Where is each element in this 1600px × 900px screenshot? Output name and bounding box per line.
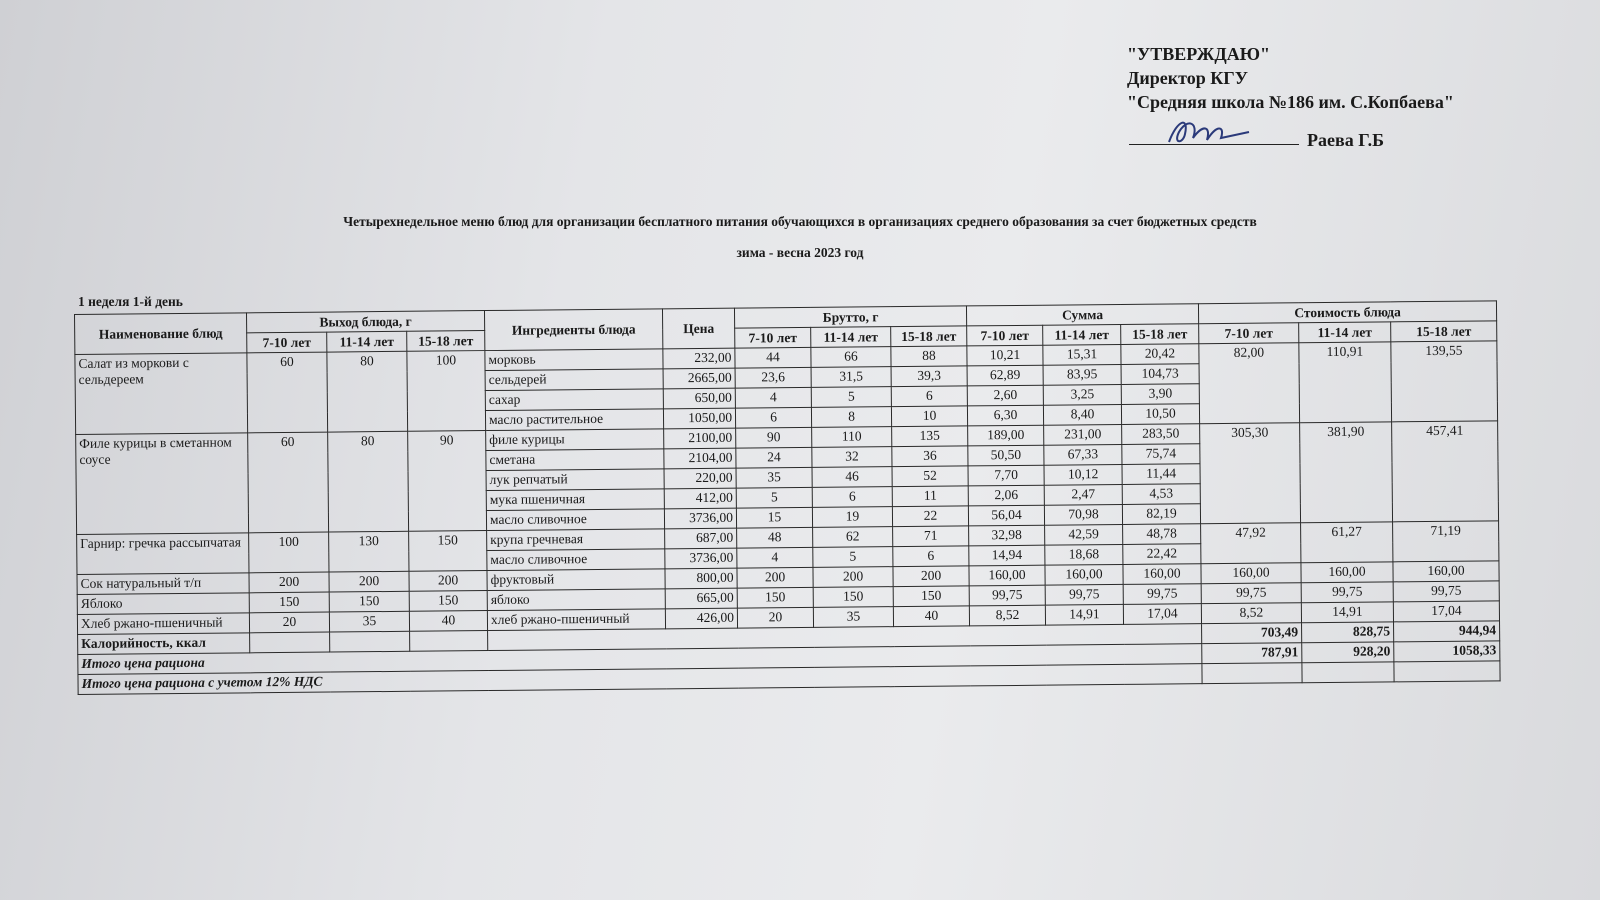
dish-cost: 61,27 bbox=[1301, 522, 1393, 563]
dish-output: 100 bbox=[407, 351, 486, 432]
menu-table-body bbox=[75, 341, 1500, 635]
ingredient-brutto: 200 bbox=[813, 567, 893, 588]
ingredient-sum: 75,74 bbox=[1122, 444, 1200, 465]
ingredient-name: фруктовый bbox=[487, 569, 665, 591]
ingredient-sum: 42,59 bbox=[1045, 524, 1123, 545]
ingredient-brutto: 150 bbox=[737, 587, 813, 608]
ingredient-price: 650,00 bbox=[663, 388, 735, 409]
dish-output: 35 bbox=[329, 611, 409, 632]
ingredient-brutto: 6 bbox=[812, 487, 892, 508]
dish-cost: 110,91 bbox=[1299, 342, 1392, 423]
total-vat-label: Итого цена рациона с учетом 12% НДС bbox=[78, 664, 1202, 695]
ingredient-brutto: 52 bbox=[892, 466, 968, 487]
header-age: 7-10 лет bbox=[735, 327, 811, 348]
ingredient-sum: 15,31 bbox=[1043, 344, 1121, 365]
approval-position: Директор КГУ bbox=[1127, 68, 1248, 88]
total-value: 787,91 bbox=[1202, 643, 1302, 664]
ingredient-name: масло сливочное bbox=[486, 509, 664, 531]
ingredient-sum: 67,33 bbox=[1044, 444, 1122, 465]
ingredient-sum: 8,52 bbox=[969, 605, 1045, 626]
ingredient-brutto: 11 bbox=[892, 486, 968, 507]
ingredient-sum: 10,21 bbox=[967, 345, 1043, 366]
header-cost: Стоимость блюда bbox=[1198, 301, 1496, 324]
header-ingredients: Ингредиенты блюда bbox=[485, 309, 663, 351]
ingredient-brutto: 135 bbox=[892, 426, 968, 447]
dish-output: 20 bbox=[249, 612, 329, 633]
header-age: 11-14 лет bbox=[1299, 322, 1391, 343]
header-dish-name: Наименование блюд bbox=[75, 313, 247, 355]
dish-cost: 160,00 bbox=[1393, 561, 1499, 582]
ingredient-price: 1050,00 bbox=[663, 408, 735, 429]
dish-output: 150 bbox=[409, 591, 487, 612]
ingredient-brutto: 6 bbox=[891, 386, 967, 407]
ingredient-sum: 189,00 bbox=[968, 425, 1044, 446]
ingredient-name: сметана bbox=[486, 449, 664, 471]
calories-value: 944,94 bbox=[1394, 621, 1500, 642]
ingredient-sum: 82,19 bbox=[1122, 504, 1200, 525]
ingredient-sum: 70,98 bbox=[1044, 504, 1122, 525]
ingredient-name: крупа гречневая bbox=[487, 529, 665, 551]
ingredient-sum: 99,75 bbox=[1123, 584, 1201, 605]
dish-cost: 305,30 bbox=[1200, 423, 1301, 524]
dish-cost: 139,55 bbox=[1391, 341, 1498, 422]
day-label: 1 неделя 1-й день bbox=[78, 294, 183, 309]
ingredient-brutto: 20 bbox=[737, 607, 813, 628]
ingredient-brutto: 10 bbox=[891, 406, 967, 427]
calories-label: Калорийность, ккал bbox=[78, 633, 250, 655]
dish-output: 200 bbox=[409, 571, 487, 592]
dish-cost: 99,75 bbox=[1301, 582, 1393, 603]
ingredient-brutto: 19 bbox=[812, 507, 892, 528]
dish-cost: 99,75 bbox=[1201, 583, 1301, 604]
ingredient-brutto: 24 bbox=[736, 447, 812, 468]
dish-cost: 160,00 bbox=[1201, 563, 1301, 584]
ingredient-sum: 283,50 bbox=[1122, 424, 1200, 445]
ingredient-sum: 10,50 bbox=[1121, 404, 1199, 425]
ingredient-brutto: 90 bbox=[736, 427, 812, 448]
header-age: 15-18 лет bbox=[1121, 324, 1199, 345]
dish-cost: 14,91 bbox=[1301, 602, 1393, 623]
ingredient-brutto: 6 bbox=[735, 407, 811, 428]
document-subtitle: зима - весна 2023 год bbox=[736, 245, 864, 260]
ingredient-brutto: 200 bbox=[893, 566, 969, 587]
ingredient-sum: 2,06 bbox=[968, 485, 1044, 506]
menu-table bbox=[74, 300, 1501, 695]
ingredient-name: сахар bbox=[485, 389, 663, 411]
dish-output: 200 bbox=[249, 572, 329, 593]
dish-output: 150 bbox=[329, 591, 409, 612]
ingredient-sum: 3,25 bbox=[1043, 384, 1121, 405]
dish-name: Гарнир: гречка рассыпчатая bbox=[77, 533, 249, 575]
dish-name: Сок натуральный т/п bbox=[77, 573, 249, 595]
ingredient-sum: 99,75 bbox=[1045, 584, 1123, 605]
dish-cost: 71,19 bbox=[1393, 521, 1499, 562]
calories-value: 828,75 bbox=[1302, 622, 1394, 643]
ingredient-brutto: 150 bbox=[813, 587, 893, 608]
ingredient-price: 800,00 bbox=[665, 568, 737, 589]
ingredient-brutto: 200 bbox=[737, 567, 813, 588]
ingredient-brutto: 39,3 bbox=[891, 366, 967, 387]
ingredient-sum: 14,91 bbox=[1045, 604, 1123, 625]
ingredient-sum: 2,60 bbox=[967, 385, 1043, 406]
approval-school: "Средняя школа №186 им. С.Копбаева" bbox=[1127, 92, 1454, 112]
header-brutto: Брутто, г bbox=[734, 306, 966, 328]
ingredient-sum: 231,00 bbox=[1044, 424, 1122, 445]
dish-output: 100 bbox=[249, 532, 329, 573]
ingredient-price: 665,00 bbox=[665, 588, 737, 609]
dish-name: Хлеб ржано-пшеничный bbox=[77, 613, 249, 635]
dish-cost: 8,52 bbox=[1201, 603, 1301, 624]
ingredient-brutto: 23,6 bbox=[735, 367, 811, 388]
ingredient-sum: 14,94 bbox=[969, 545, 1045, 566]
ingredient-brutto: 4 bbox=[735, 387, 811, 408]
approval-heading: "УТВЕРЖДАЮ" bbox=[1127, 44, 1271, 64]
ingredient-brutto: 4 bbox=[737, 547, 813, 568]
ingredient-name: яблоко bbox=[487, 589, 665, 611]
dish-name: Салат из моркови с сельдереем bbox=[75, 353, 248, 435]
ingredient-sum: 4,53 bbox=[1122, 484, 1200, 505]
dish-output: 150 bbox=[409, 531, 487, 572]
ingredient-brutto: 5 bbox=[813, 547, 893, 568]
ingredient-sum: 83,95 bbox=[1043, 364, 1121, 385]
ingredient-price: 426,00 bbox=[665, 608, 737, 629]
ingredient-brutto: 110 bbox=[812, 427, 892, 448]
ingredient-brutto: 150 bbox=[893, 586, 969, 607]
ingredient-price: 2665,00 bbox=[663, 368, 735, 389]
ingredient-sum: 3,90 bbox=[1121, 384, 1199, 405]
ingredient-sum: 62,89 bbox=[967, 365, 1043, 386]
ingredient-sum: 17,04 bbox=[1123, 604, 1201, 625]
dish-cost: 381,90 bbox=[1300, 422, 1393, 523]
header-age: 7-10 лет bbox=[1199, 323, 1299, 344]
ingredient-sum: 48,78 bbox=[1123, 524, 1201, 545]
menu-table-container bbox=[74, 300, 1500, 695]
dish-output: 200 bbox=[329, 571, 409, 592]
ingredient-brutto: 32 bbox=[812, 447, 892, 468]
ingredient-name: морковь bbox=[485, 349, 663, 371]
dish-name: Филе курицы в сметанном соусе bbox=[76, 433, 249, 535]
header-price: Цена bbox=[662, 308, 734, 349]
ingredient-brutto: 5 bbox=[811, 387, 891, 408]
header-age: 7-10 лет bbox=[967, 325, 1043, 346]
ingredient-sum: 22,42 bbox=[1123, 544, 1201, 565]
ingredient-price: 2100,00 bbox=[664, 428, 736, 449]
ingredient-sum: 7,70 bbox=[968, 465, 1044, 486]
ingredient-sum: 104,73 bbox=[1121, 364, 1199, 385]
dish-output: 130 bbox=[329, 531, 409, 572]
dish-cost: 457,41 bbox=[1392, 421, 1499, 522]
ingredient-brutto: 88 bbox=[891, 346, 967, 367]
ingredient-name: лук репчатый bbox=[486, 469, 664, 491]
ingredient-brutto: 8 bbox=[811, 407, 891, 428]
ingredient-sum: 32,98 bbox=[969, 525, 1045, 546]
ingredient-price: 3736,00 bbox=[664, 508, 736, 529]
ingredient-sum: 8,40 bbox=[1043, 404, 1121, 425]
ingredient-name: масло сливочное bbox=[487, 549, 665, 571]
dish-output: 90 bbox=[408, 431, 487, 532]
ingredient-name: хлеб ржано-пшеничный bbox=[487, 609, 665, 631]
header-age: 11-14 лет bbox=[811, 327, 891, 348]
ingredient-brutto: 71 bbox=[893, 526, 969, 547]
header-age: 15-18 лет bbox=[407, 331, 485, 352]
ingredient-brutto: 44 bbox=[735, 347, 811, 368]
dish-output: 40 bbox=[409, 611, 487, 632]
header-age: 7-10 лет bbox=[247, 332, 327, 353]
header-output: Выход блюда, г bbox=[246, 311, 484, 333]
header-age: 11-14 лет bbox=[1043, 324, 1121, 345]
ingredient-brutto: 35 bbox=[736, 467, 812, 488]
ingredient-sum: 99,75 bbox=[969, 585, 1045, 606]
ingredient-brutto: 40 bbox=[893, 606, 969, 627]
dish-output: 60 bbox=[247, 352, 328, 433]
total-label: Итого цена рациона bbox=[78, 644, 1202, 675]
ingredient-sum: 50,50 bbox=[968, 445, 1044, 466]
dish-output: 80 bbox=[327, 351, 408, 432]
ingredient-sum: 160,00 bbox=[1123, 564, 1201, 585]
ingredient-brutto: 31,5 bbox=[811, 367, 891, 388]
ingredient-name: филе курицы bbox=[486, 429, 664, 451]
total-value: 928,20 bbox=[1302, 642, 1394, 663]
ingredient-sum: 6,30 bbox=[967, 405, 1043, 426]
ingredient-name: мука пшеничная bbox=[486, 489, 664, 511]
ingredient-brutto: 35 bbox=[813, 607, 893, 628]
header-sum: Сумма bbox=[966, 304, 1198, 326]
ingredient-sum: 160,00 bbox=[1045, 564, 1123, 585]
ingredient-brutto: 62 bbox=[813, 527, 893, 548]
ingredient-sum: 11,44 bbox=[1122, 464, 1200, 485]
signer-name: Раева Г.Б bbox=[1307, 130, 1385, 150]
dish-output: 150 bbox=[249, 592, 329, 613]
dish-cost: 160,00 bbox=[1301, 562, 1393, 583]
ingredient-name: сельдерей bbox=[485, 369, 663, 391]
ingredient-price: 3736,00 bbox=[665, 548, 737, 569]
dish-output: 60 bbox=[248, 432, 329, 533]
ingredient-sum: 18,68 bbox=[1045, 544, 1123, 565]
header-age: 15-18 лет bbox=[891, 326, 967, 347]
ingredient-price: 2104,00 bbox=[664, 448, 736, 469]
dish-cost: 99,75 bbox=[1393, 581, 1499, 602]
ingredient-price: 232,00 bbox=[663, 348, 735, 369]
ingredient-brutto: 48 bbox=[737, 527, 813, 548]
ingredient-sum: 20,42 bbox=[1121, 344, 1199, 365]
dish-cost: 47,92 bbox=[1201, 523, 1301, 564]
ingredient-brutto: 66 bbox=[811, 347, 891, 368]
ingredient-brutto: 36 bbox=[892, 446, 968, 467]
ingredient-sum: 160,00 bbox=[969, 565, 1045, 586]
signature-icon bbox=[1159, 112, 1259, 152]
dish-cost: 17,04 bbox=[1393, 601, 1499, 622]
dish-name: Яблоко bbox=[77, 593, 249, 615]
ingredient-brutto: 6 bbox=[893, 546, 969, 567]
ingredient-brutto: 5 bbox=[736, 487, 812, 508]
ingredient-name: масло растительное bbox=[485, 409, 663, 431]
dish-output: 80 bbox=[328, 431, 409, 532]
ingredient-price: 220,00 bbox=[664, 468, 736, 489]
ingredient-sum: 56,04 bbox=[968, 505, 1044, 526]
approval-block bbox=[1127, 42, 1454, 158]
calories-value: 703,49 bbox=[1202, 623, 1302, 644]
signature-row bbox=[1127, 118, 1454, 158]
ingredient-brutto: 46 bbox=[812, 467, 892, 488]
header-age: 15-18 лет bbox=[1391, 321, 1497, 342]
ingredient-brutto: 15 bbox=[736, 507, 812, 528]
ingredient-price: 412,00 bbox=[664, 488, 736, 509]
signature-line bbox=[1129, 144, 1299, 145]
ingredient-sum: 2,47 bbox=[1044, 484, 1122, 505]
document-title: Четырехнедельное меню блюд для организации бесплатного питания обучающихся в организациях среднего образования за счет бюджетных средств bbox=[343, 214, 1257, 229]
dish-cost: 82,00 bbox=[1199, 343, 1300, 424]
ingredient-sum: 10,12 bbox=[1044, 464, 1122, 485]
total-value: 1058,33 bbox=[1394, 641, 1500, 662]
ingredient-brutto: 22 bbox=[892, 506, 968, 527]
header-age: 11-14 лет bbox=[327, 331, 407, 352]
ingredient-price: 687,00 bbox=[665, 528, 737, 549]
